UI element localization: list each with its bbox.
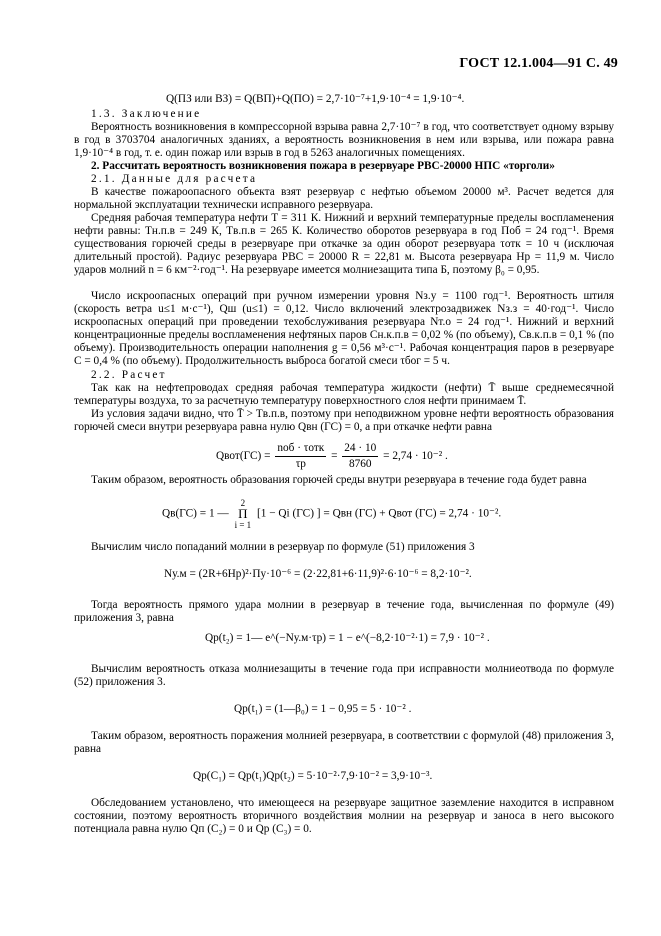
section-2-1-paragraph-1: В качестве пожароопасного объекта взят резервуар с нефтью объемом 20000 м³. Расчет ведется для нормальной эксплуатации технически исправного резервуара. xyxy=(74,186,614,211)
section-2-1-paragraph-2: Средняя рабочая температура нефти T = 311 К. Нижний и верхний температурные пределы воспламенения нефти равны: Tн.п.в = 249 К, Tв.п.в = 265 К. Количество оборотов резервуара в год Поб = 24 год⁻¹. Время существования горючей среды в резервуаре при откачке за один оборот резервуара τотк = 10 ч (исключая длительный простой). Радиус резервуара РВС = 20000 R = 22,81 м. Высота резервуара Hр = 11,9 м. Число ударов молний n = 6 км⁻²·год⁻¹. На резервуаре имеется молниезащита типа Б, поэтому β₀ = 0,95. xyxy=(74,212,614,276)
section-2-2-paragraph-3: Таким образом, вероятность образования горючей среды внутри резервуара в течение года будет равна xyxy=(91,474,587,486)
formula-2-rhs: [1 − Qi (ГС) ] = Qвн (ГС) + Qвот (ГС) = 2,74 · 10⁻². xyxy=(256,507,502,520)
section-2-2-heading: 2.2. Расчет xyxy=(91,369,167,381)
section-2-1-paragraph-3: Число искроопасных операций при ручном измерении уровня Nз.у = 1100 год⁻¹. Вероятность штиля (скорость ветра u≤1 м·с⁻¹), Qш (u≤1) = 0,12. Число включений электрозадвижек Nз.з = 40·год⁻¹. Число искроопасных операций при проведении техобслуживания резервуара Nт.о = 24 год⁻¹. Нижний и верхний концентрационные пределы воспламенения нефтяных паров Cн.к.п.в = 0,02 % (по объему), Cв.к.п.в = 0,1 % (по объему). Производительность операции наполнения g = 0,56 м³·с⁻¹. Рабочая концентрация паров в резервуаре C = 0,4 % (по объему). Продолжительность выброса богатой смеси τбог = 5 ч. xyxy=(74,290,614,367)
product-operator xyxy=(235,498,252,530)
formula-1-numerator-b: 24 · 10 xyxy=(342,442,378,457)
formula-lightning-hits: Nу.м = (2R+6Hр)²·Пу·10⁻⁶ = (2·22,81+6·11,9)²·6·10⁻⁶ = 8,2·10⁻². xyxy=(164,568,472,580)
formula-1-rhs: = 2,74 · 10⁻² . xyxy=(383,450,448,463)
section-2-2-paragraph-7: Таким образом, вероятность поражения молнией резервуара, в соответствии с формулой (48) приложения 3, равна xyxy=(74,730,614,755)
section-2-2-paragraph-2: Из условия задачи видно, что T̄ > Tв.п.в, поэтому при неподвижном уровне нефти вероятность образования горючей смеси внутри резервуара равна нулю Qвн (ГС) = 0, а при откачке нефти равна xyxy=(74,408,614,433)
page-header: ГОСТ 12.1.004—91 С. 49 xyxy=(459,56,618,71)
top-formula: Q(ПЗ или ВЗ) = Q(ВП)+Q(ПО) = 2,7·10⁻⁷+1,9·10⁻⁴ = 1,9·10⁻⁴. xyxy=(166,93,465,105)
formula-protection-failure: Qр(t₁) = (1—β₀) = 1 − 0,95 = 5 · 10⁻² . xyxy=(234,703,412,715)
section-2-2-paragraph-1: Так как на нефтепроводах средняя рабочая температура жидкости (нефти) T̄ выше среднемесячной температуры воздуха, то за расчетную температуру поверхностного слоя нефти принимаем T̄. xyxy=(74,382,614,407)
section-2-2-paragraph-6: Вычислим вероятность отказа молниезащиты в течение года при исправности молниеотвода по формуле (52) приложения 3. xyxy=(74,663,614,688)
formula-lightning-damage: Qр(C₁) = Qр(t₁)Qр(t₂) = 5·10⁻²·7,9·10⁻² = 3,9·10⁻³. xyxy=(193,770,433,782)
formula-1-denominator-b: 8760 xyxy=(348,458,372,470)
formula-open-tank-probability: Qвот(ГС) = $\frac{\text{nоб · τотк}}{\tau р}$ = $\frac{24 \cdot 10}{8760}$ = 2,74 · 10⁻² . xyxy=(216,442,448,470)
product-upper-limit: 2 xyxy=(240,498,246,508)
formula-1-lhs: Qвот(ГС) = xyxy=(216,450,271,463)
formula-1-fraction-b xyxy=(342,442,378,471)
formula-1-denominator-a: τр xyxy=(295,458,306,470)
product-lower-limit: i = 1 xyxy=(234,520,252,530)
section-1-3-heading: 1.3. Заключение xyxy=(91,108,202,120)
formula-1-numerator-a: nоб · τотк xyxy=(275,442,326,457)
formula-combustible-medium xyxy=(162,498,501,530)
section-2-heading: 2. Рассчитать вероятность возникновения пожара в резервуаре РВС-20000 НПС «торголи» xyxy=(91,160,555,172)
section-2-2-paragraph-4: Вычислим число попаданий молнии в резервуар по формуле (51) приложения 3 xyxy=(91,541,475,553)
formula-2-lhs: Qв(ГС) = 1 — xyxy=(162,507,229,520)
section-2-1-heading: 2.1. Данные для расчета xyxy=(91,173,258,185)
product-symbol-icon: Π xyxy=(238,506,248,521)
section-2-2-paragraph-5: Тогда вероятность прямого удара молнии в резервуар в течение года, вычисленная по формуле (49) приложения 3, равна xyxy=(74,599,614,624)
section-1-3-paragraph: Вероятность возникновения в компрессорной взрыва равна 2,7·10⁻⁷ в год, что соответствует одному взрыву в год в 3703704 аналогичных зданиях, а вероятность возникновения в нем или взрыва, или пожара равна 1,9·10⁻⁴ в год, т. е. один пожар или взрыв в год в 5263 аналогичных помещениях. xyxy=(74,121,614,159)
section-2-2-paragraph-8: Обследованием установлено, что имеющееся на резервуаре защитное заземление находится в исправном состоянии, поэтому вероятность вторичного воздействия молнии на резервуар и заноса в него высокого потенциала равна нулю Qп (C₂) = 0 и Qр (C₃) = 0. xyxy=(74,797,614,835)
formula-1-fraction-a xyxy=(275,442,326,471)
formula-direct-strike: Qр(t₂) = 1— e^(−Nу.м·τр) = 1 − e^(−8,2·10⁻²·1) = 7,9 · 10⁻² . xyxy=(205,632,490,644)
